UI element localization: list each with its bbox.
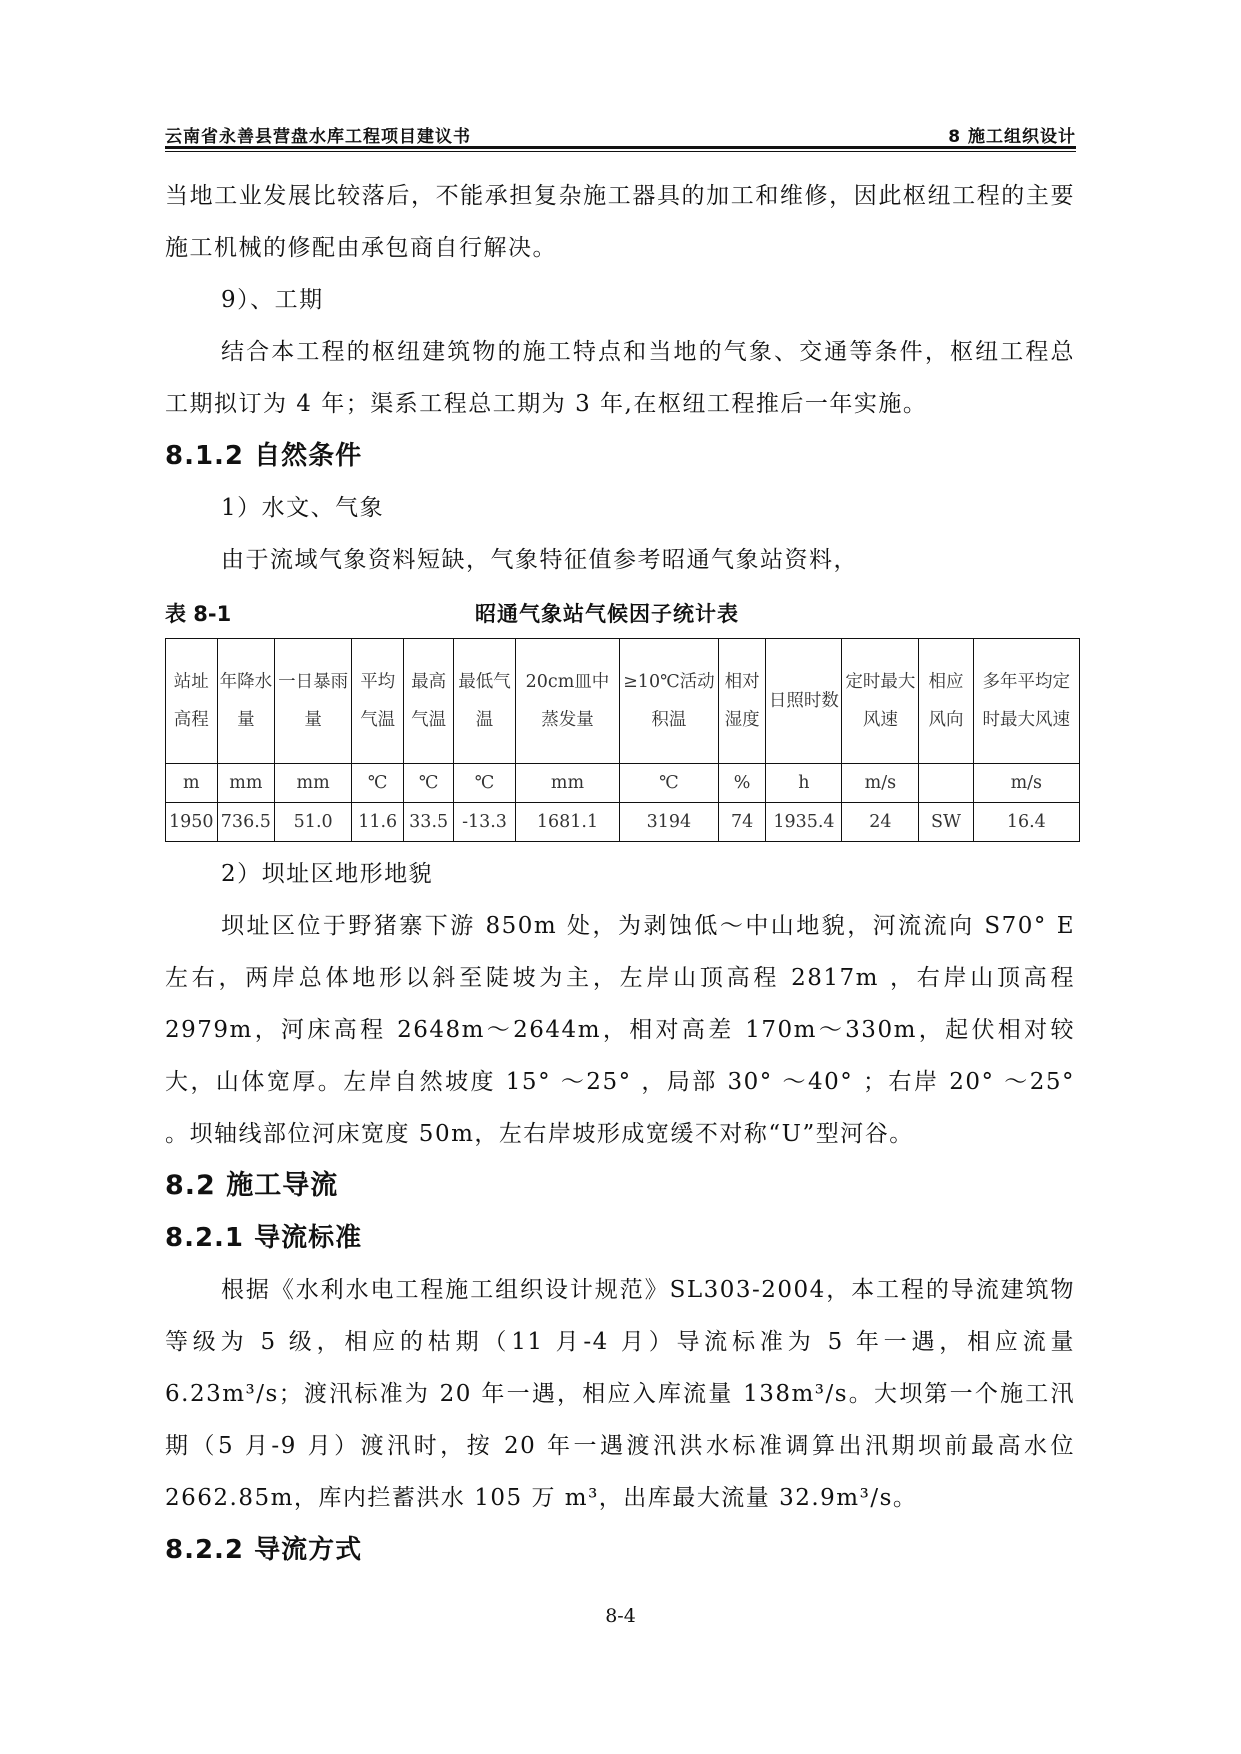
unit-cell: [919, 764, 973, 803]
list-item-terrain: 2）坝址区地形地貌: [221, 861, 434, 887]
paragraph: 结合本工程的枢纽建筑物的施工特点和当地的气象、交通等条件，枢纽工程总工期拟订为 4 年；渠系工程总工期为 3 年,在枢纽工程推后一年实施。: [165, 339, 1075, 417]
unit-cell: m/s: [842, 764, 919, 803]
unit-cell: mm: [515, 764, 619, 803]
unit-cell: m/s: [973, 764, 1079, 803]
value-cell: SW: [919, 803, 973, 842]
header-chapter: 8 施工组织设计: [948, 126, 1076, 147]
value-cell: 736.5: [217, 803, 275, 842]
value-cell: 1681.1: [515, 803, 619, 842]
value-cell: 1935.4: [766, 803, 842, 842]
unit-cell: ℃: [454, 764, 516, 803]
unit-cell: mm: [217, 764, 275, 803]
unit-cell: ℃: [620, 764, 719, 803]
section-heading-8-2-2: 8.2.2 导流方式: [165, 1535, 363, 1565]
paragraph: 根据《水利水电工程施工组织设计规范》SL303-2004，本工程的导流建筑物等级为 5 级，相应的枯期（11 月-4 月）导流标准为 5 年一遇，相应流量 6.23m³/s；渡汛标准为 20 年一遇，相应入库流量 138m³/s。大坝第一个施工汛期（5 月-9 月）渡汛时，按 20 年一遇渡汛洪水标准调算出汛期坝前最高水位 2662.85m，库内拦蓄洪水 105 万 m³，出库最大流量 32.9m³/s。: [165, 1277, 1075, 1511]
value-cell: 24: [842, 803, 919, 842]
unit-cell: mm: [275, 764, 352, 803]
header-title: 云南省永善县营盘水库工程项目建议书: [165, 126, 471, 147]
list-item-schedule: 9）、工期: [221, 287, 324, 313]
section-heading-8-1-2: 8.1.2 自然条件: [165, 441, 363, 471]
header-cell: 一日暴雨量: [275, 639, 352, 764]
header-cell: 日照时数: [766, 639, 842, 764]
unit-cell: ℃: [352, 764, 404, 803]
value-cell: -13.3: [454, 803, 516, 842]
table-values-row: [166, 803, 1080, 842]
table-header-row: [166, 639, 1080, 764]
list-item-hydrology: 1）水文、气象: [221, 495, 385, 521]
value-cell: 16.4: [973, 803, 1079, 842]
section-heading-8-2: 8.2 施工导流: [165, 1170, 339, 1201]
value-cell: 11.6: [352, 803, 404, 842]
header-cell: 最高气温: [404, 639, 454, 764]
value-cell: 3194: [620, 803, 719, 842]
header-cell: 相对湿度: [718, 639, 766, 764]
table-caption: [165, 590, 1075, 634]
unit-cell: m: [166, 764, 218, 803]
table-title: 昭通气象站气候因子统计表: [475, 602, 739, 626]
header-cell: ≥10℃活动积温: [620, 639, 719, 764]
body-content: [165, 170, 1075, 1576]
unit-cell: %: [718, 764, 766, 803]
header-cell: 平均气温: [352, 639, 404, 764]
value-cell: 51.0: [275, 803, 352, 842]
header-cell: 多年平均定时最大风速: [973, 639, 1079, 764]
unit-cell: ℃: [404, 764, 454, 803]
paragraph: 由于流域气象资料短缺，气象特征值参考昭通气象站资料，: [221, 547, 858, 573]
header-cell: 站址高程: [166, 639, 218, 764]
value-cell: 1950: [166, 803, 218, 842]
header-rule-thin: [165, 151, 1076, 152]
page-number: 8-4: [605, 1605, 636, 1627]
paragraph: 坝址区位于野猪寨下游 850m 处，为剥蚀低～中山地貌，河流流向 S70° E 左右，两岸总体地形以斜至陡坡为主，左岸山顶高程 2817m ，右岸山顶高程 2979m，河床高程 2648m～2644m，相对高差 170m～330m，起伏相对较大，山体宽厚。左岸自然坡度 15° ～25° ，局部 30° ～40° ；右岸 20° ～25° 。坝轴线部位河床宽度 50m，左右岸坡形成宽缓不对称“U”型河谷。: [165, 913, 1075, 1147]
table-label: 表 8-1: [165, 602, 232, 626]
table-units-row: [166, 764, 1080, 803]
section-heading-8-2-1: 8.2.1 导流标准: [165, 1223, 363, 1253]
header-cell: 相应风向: [919, 639, 973, 764]
value-cell: 33.5: [404, 803, 454, 842]
unit-cell: h: [766, 764, 842, 803]
header-cell: 20cm皿中蒸发量: [515, 639, 619, 764]
header-cell: 年降水量: [217, 639, 275, 764]
climate-table: [165, 638, 1080, 842]
paragraph: 当地工业发展比较落后，不能承担复杂施工器具的加工和维修，因此枢纽工程的主要施工机械的修配由承包商自行解决。: [165, 183, 1075, 261]
value-cell: 74: [718, 803, 766, 842]
header-rule-thick: [165, 146, 1076, 149]
header-cell: 定时最大风速: [842, 639, 919, 764]
header-cell: 最低气温: [454, 639, 516, 764]
